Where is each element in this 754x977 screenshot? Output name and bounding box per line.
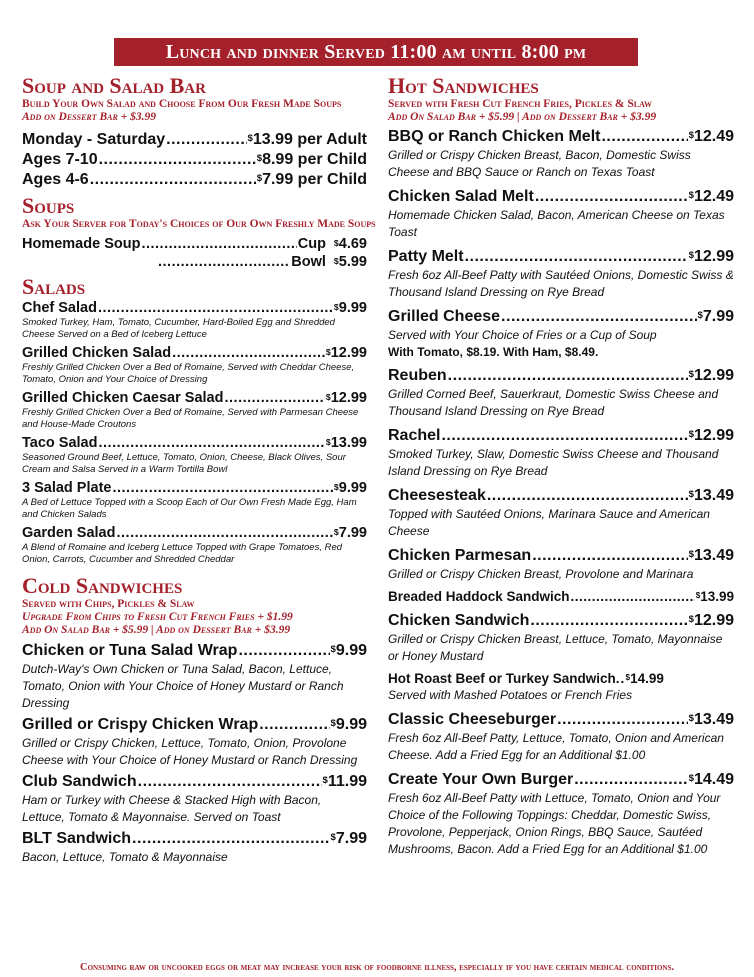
section-addon: Upgrade From Chips to Fresh Cut French Fries + $1.99 [22,611,293,623]
menu-item [388,247,734,301]
section-addon: Add On Salad Bar + $5.99 | Add on Dessert Bar + $3.99 [388,111,657,123]
menu-item [22,479,367,521]
dot-leader [138,772,322,792]
item-description: Freshly Grilled Chicken Over a Bed of Romaine, Served with Cheddar Cheese, Tomato, Onion and Your Choice of Dressing [22,362,355,385]
dot-leader [465,247,688,267]
item-price: $13.99 [695,589,734,604]
dot-leader [158,253,290,271]
item-price: $13.49 [688,487,734,504]
item-description: Homemade Chicken Salad, Bacon, American Cheese on Texas Toast [388,208,725,239]
soup-size: Cup [297,236,326,252]
item-name: Reuben [388,367,447,384]
item-price: $7.99 [333,525,367,541]
soup-row [22,235,367,253]
menu-item [22,829,367,866]
item-description: Fresh 6oz All-Beef Patty with Sautéed Onions, Domestic Swiss & Thousand Island Dressing on Rye Bread [388,268,734,299]
section-title: Soup and Salad Bar [22,73,206,98]
item-description: Served with Mashed Potatoes or French Fries [388,688,633,702]
section-title: Hot Sandwiches [388,73,539,98]
section-title: Cold Sandwiches [22,573,183,598]
item-name: Chicken Parmesan [388,547,532,564]
item-price: $7.99 [330,830,367,847]
menu-item [388,307,734,360]
hours-banner: Lunch and dinner Served 11:00 am until 8:00 pm [114,38,638,66]
item-name: Grilled or Crispy Chicken Wrap [22,716,259,733]
item-price: $12.49 [688,128,734,145]
menu-item [22,641,367,712]
menu-item [22,434,367,476]
item-description: Fresh 6oz All-Beef Patty with Lettuce, Tomato, Onion and Your Choice of the Following Toppings: Cheddar, Domestic Swiss, Provolone, Pepperjack, Onion Rings, BBQ Sauce, Sautéed Mushrooms, Bacon. Add a Fried Egg for an Additional $1.00 [388,791,721,856]
section-title: Salads [22,274,86,299]
dot-leader [530,611,687,631]
soup-size: Bowl [291,254,326,270]
item-name: Classic Cheeseburger [388,711,557,728]
menu-item [388,770,734,858]
item-name: Garden Salad [22,525,116,541]
dot-leader [132,829,329,849]
dot-leader [601,127,687,147]
row-price: $8.99 per Child [256,151,367,168]
item-name: Breaded Haddock Sandwich [388,589,570,604]
menu-item [22,772,367,826]
item-price: $7.99 [697,308,734,325]
dot-leader [112,479,332,497]
cold-sandwiches-section [22,574,367,866]
item-name: Grilled Chicken Salad [22,345,172,361]
item-name: Hot Roast Beef or Turkey Sandwich. [388,671,620,686]
menu-item [388,127,734,181]
dot-leader [621,671,625,687]
item-name: Chicken Salad Melt [388,188,534,205]
item-price: $9.99 [333,300,367,316]
item-name: Grilled Cheese [388,308,501,325]
item-name: Create Your Own Burger [388,771,574,788]
menu-item [22,299,367,341]
item-price: $12.99 [688,248,734,265]
dot-leader [116,524,332,542]
salads-section [22,275,367,566]
item-description: Bacon, Lettuce, Tomato & Mayonnaise [22,850,228,864]
item-price: $12.99 [688,367,734,384]
dot-leader [141,235,296,253]
item-description: Topped with Sautéed Onions, Marinara Sauce and American Cheese [388,507,710,538]
menu-item [22,715,367,769]
section-subtitle: Ask Your Server for Today's Choices of Our Own Freshly Made Soups [22,218,376,230]
item-price: $12.99 [688,427,734,444]
dot-leader [441,426,687,446]
item-name: 3 Salad Plate [22,480,112,496]
section-title: Soups [22,193,75,218]
menu-item [388,546,734,583]
row-label: Homemade Soup [22,236,141,252]
soup-row [22,253,367,271]
dot-leader [557,710,688,730]
item-price: $12.99 [688,612,734,629]
dot-leader [501,307,696,327]
item-description: A Bed of Lettuce Topped with a Scoop Each of Our Own Fresh Made Egg, Ham and Chicken Salads [22,497,357,520]
dot-leader [532,546,687,566]
menu-item [388,426,734,480]
menu-item [388,486,734,540]
row-label: Monday - Saturday [22,131,166,148]
item-price: $12.99 [325,390,367,406]
item-name: Taco Salad [22,435,98,451]
price-row [22,170,367,190]
item-name: Cheesesteak [388,487,486,504]
item-description: Grilled or Crispy Chicken, Lettuce, Tomato, Onion, Provolone Cheese with Your Choice of Honey Mustard or Ranch Dressing [22,736,358,767]
item-description: Grilled Corned Beef, Sauerkraut, Domestic Swiss Cheese and Thousand Island Dressing on Rye Bread [388,387,719,418]
item-name: Chef Salad [22,300,97,316]
item-name: Chicken Sandwich [388,612,530,629]
dot-leader [448,366,688,386]
menu-item [388,710,734,764]
item-name: BBQ or Ranch Chicken Melt [388,128,601,145]
dot-leader [571,589,695,605]
item-price: $11.99 [322,773,367,790]
item-name: Chicken or Tuna Salad Wrap [22,642,238,659]
dot-leader [166,130,246,150]
row-price: $7.99 per Child [256,171,367,188]
item-name: Club Sandwich [22,773,137,790]
price-row [22,150,367,170]
item-description: Smoked Turkey, Ham, Tomato, Cucumber, Hard-Boiled Egg and Shredded Cheese Served on a Bed of Iceberg Lettuce [22,317,335,340]
item-price: $12.99 [325,345,367,361]
menu-item [388,589,734,605]
row-label: Ages 4-6 [22,171,89,188]
row-price: $4.69 [333,236,367,252]
item-description: Grilled or Crispy Chicken Breast, Provolone and Marinara [388,567,694,581]
item-price: $9.99 [330,716,367,733]
section-subtitle: Served with Chips, Pickles & Slaw [22,598,195,610]
item-name: Grilled Chicken Caesar Salad [22,390,224,406]
item-name: Rachel [388,427,441,444]
section-subtitle: Build Your Own Salad and Choose From Our Fresh Made Soups [22,98,342,110]
menu-item [388,671,734,704]
row-price: $13.99 per Adult [247,131,367,148]
section-subtitle: Served with Fresh Cut French Fries, Pickles & Slaw [388,98,652,110]
dot-leader [90,170,256,190]
item-description: Smoked Turkey, Slaw, Domestic Swiss Cheese and Thousand Island Dressing on Rye Bread [388,447,719,478]
item-price: $14.49 [688,771,734,788]
row-price: $5.99 [333,254,367,270]
dot-leader [535,187,688,207]
item-name: BLT Sandwich [22,830,132,847]
menu-item [22,524,367,566]
dot-leader [98,434,324,452]
dot-leader [238,641,329,661]
section-addon: Add On Salad Bar + $5.99 | Add on Dessert Bar + $3.99 [22,624,291,636]
item-price: $13.99 [325,435,367,451]
item-price: $12.49 [688,188,734,205]
menu-item [388,611,734,665]
row-label: Ages 7-10 [22,151,98,168]
dot-leader [98,299,333,317]
item-description: Grilled or Crispy Chicken Breast, Bacon, Domestic Swiss Cheese and BBQ Sauce or Ranch on Texas Toast [388,148,691,179]
dot-leader [574,770,687,790]
soups-section [22,193,376,271]
left-column [22,73,376,866]
item-name: Patty Melt [388,248,464,265]
menu-item [388,187,734,241]
item-description: A Blend of Romaine and Iceberg Lettuce Topped with Grape Tomatoes, Red Onion, Carrots, Cucumber and Shredded Cheddar [22,542,343,565]
menu-item [388,366,734,420]
item-description: Grilled or Crispy Chicken Breast, Lettuce, Tomato, Mayonnaise or Honey Mustard [388,632,723,663]
item-description: Served with Your Choice of Fries or a Cup of Soup [388,328,657,342]
item-price: $14.99 [625,671,664,686]
dot-leader [259,715,329,735]
soup-salad-bar-section [22,74,367,190]
dot-leader [224,389,324,407]
section-addon: Add on Dessert Bar + $3.99 [22,111,157,123]
dot-leader [99,150,256,170]
right-column [388,74,734,858]
price-row [22,130,367,150]
menu-item [22,344,367,386]
item-description: Fresh 6oz All-Beef Patty, Lettuce, Tomato, Onion and American Cheese. Add a Fried Egg for an Additional $1.00 [388,731,724,762]
item-price: $13.49 [688,711,734,728]
item-price: $9.99 [330,642,367,659]
dot-leader [487,486,688,506]
item-description: Seasoned Ground Beef, Lettuce, Tomato, Onion, Cheese, Black Olives, Sour Cream and Salsa Served in a Warm Tortilla Bowl [22,452,346,475]
item-note: With Tomato, $8.19. With Ham, $8.49. [388,345,599,359]
item-price: $9.99 [333,480,367,496]
menu-item [22,389,367,431]
item-description: Dutch-Way's Own Chicken or Tuna Salad, Bacon, Lettuce, Tomato, Onion with Your Choice of Honey Mustard or Ranch Dressing [22,662,344,710]
item-price: $13.49 [688,547,734,564]
item-description: Freshly Grilled Chicken Over a Bed of Romaine, Served with Parmesan Cheese and House-Made Croutons [22,407,359,430]
dot-leader [172,344,325,362]
food-safety-disclaimer: Consuming raw or uncooked eggs or meat may increase your risk of foodborne illness, especially if you have certain medical conditions. [80,962,674,973]
item-description: Ham or Turkey with Cheese & Stacked High with Bacon, Lettuce, Tomato & Mayonnaise. Served on Toast [22,793,322,824]
